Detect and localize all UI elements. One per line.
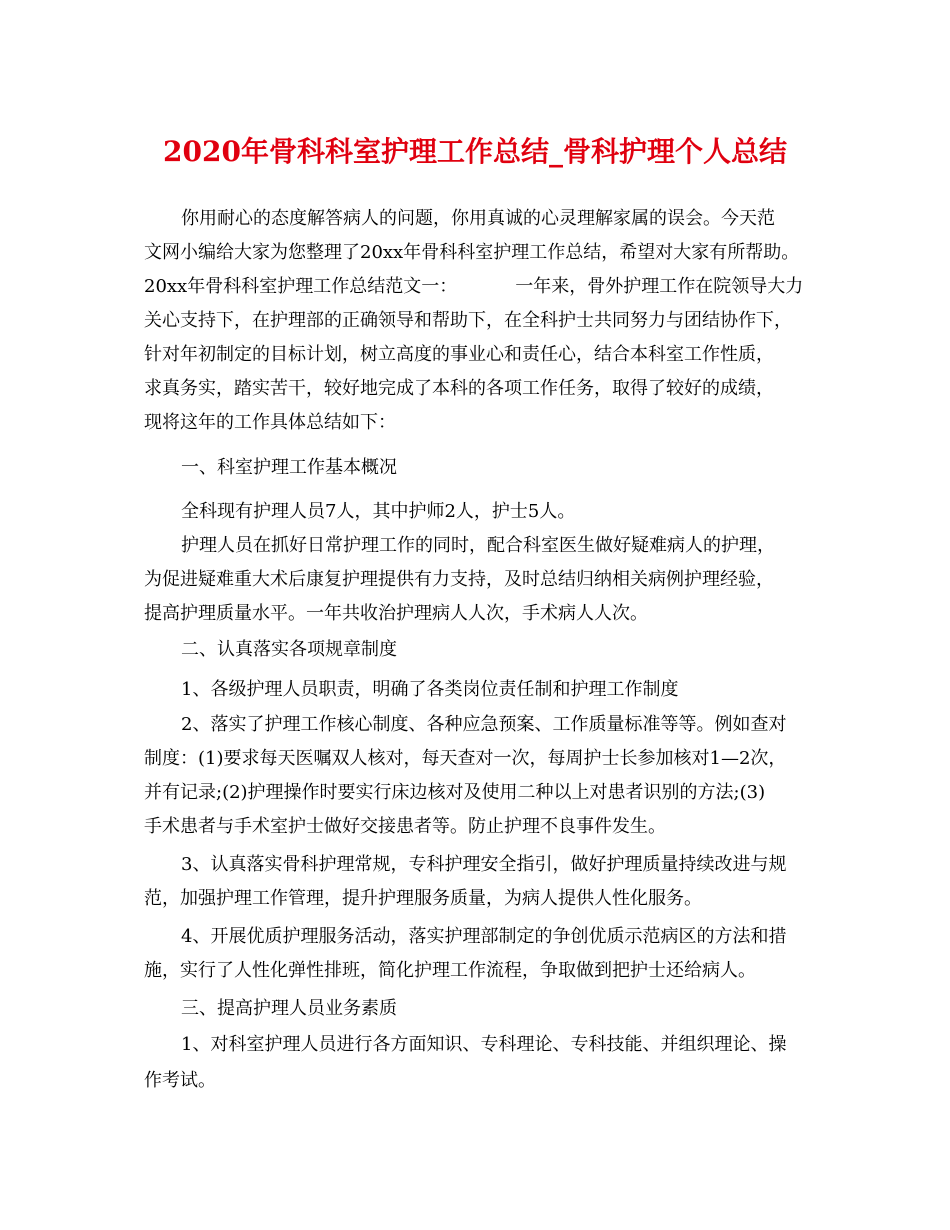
paragraph-line-combined (144, 274, 803, 300)
paragraph-line: 针对年初制定的目标计划，树立高度的事业心和责任心，结合本科室工作性质， (144, 344, 774, 365)
paragraph-line: 护理人员在抓好日常护理工作的同时，配合科室医生做好疑难病人的护理， (181, 535, 775, 556)
paragraph-line: 为促进疑难重大术后康复护理提供有力支持，及时总结归纳相关病例护理经验， (144, 569, 774, 590)
paragraph-line: 作考试。 (144, 1070, 216, 1091)
section-heading: 三、提高护理人员业务素质 (181, 998, 397, 1019)
section-label: 20xx年骨科科室护理工作总结范文一： (144, 276, 458, 297)
list-item: 4、开展优质护理服务活动，落实护理部制定的争创优质示范病区的方法和措 (181, 926, 787, 947)
paragraph-line: 手术患者与手术室护士做好交接患者等。防止护理不良事件发生。 (144, 816, 666, 837)
list-item: 2、落实了护理工作核心制度、各种应急预案、工作质量标准等等。例如查对 (181, 714, 787, 735)
paragraph-line: 文网小编给大家为您整理了20xx年骨科科室护理工作总结，希望对大家有所帮助。 (144, 242, 800, 263)
paragraph-line: 全科现有护理人员7人，其中护师2人，护士5人。 (181, 501, 576, 522)
section-heading: 一、科室护理工作基本概况 (181, 457, 397, 478)
paragraph-line: 关心支持下，在护理部的正确领导和帮助下，在全科护士共同努力与团结协作下， (144, 310, 792, 331)
paragraph-line: 求真务实，踏实苦干，较好地完成了本科的各项工作任务，取得了较好的成绩， (144, 378, 774, 399)
section-heading: 二、认真落实各项规章制度 (181, 639, 397, 660)
list-item: 1、对科室护理人员进行各方面知识、专科理论、专科技能、并组织理论、操 (181, 1034, 787, 1055)
document-title: 2020年骨科科室护理工作总结_骨科护理个人总结 (163, 135, 787, 168)
list-item: 1、各级护理人员职责，明确了各类岗位责任制和护理工作制度 (181, 679, 679, 700)
paragraph-text: 一年来，骨外护理工作在院领导大力 (515, 276, 804, 297)
paragraph-line: 施，实行了人性化弹性排班，简化护理工作流程，争取做到把护士还给病人。 (144, 960, 756, 981)
paragraph-line: 制度：(1)要求每天医嘱双人核对，每天查对一次，每周护士长参加核对1—2次， (144, 748, 787, 769)
paragraph-line: 提高护理质量水平。一年共收治护理病人人次，手术病人人次。 (144, 603, 648, 624)
list-item: 3、认真落实骨科护理常规，专科护理安全指引，做好护理质量持续改进与规 (181, 854, 787, 875)
paragraph-line: 现将这年的工作具体总结如下： (144, 412, 396, 433)
paragraph-line: 范，加强护理工作管理，提升护理服务质量，为病人提供人性化服务。 (144, 888, 702, 909)
paragraph-line: 并有记录;(2)护理操作时要实行床边核对及使用二种以上对患者识别的方法;(3) (144, 782, 766, 803)
paragraph-line: 你用耐心的态度解答病人的问题，你用真诚的心灵理解家属的误会。今天范 (181, 208, 775, 229)
